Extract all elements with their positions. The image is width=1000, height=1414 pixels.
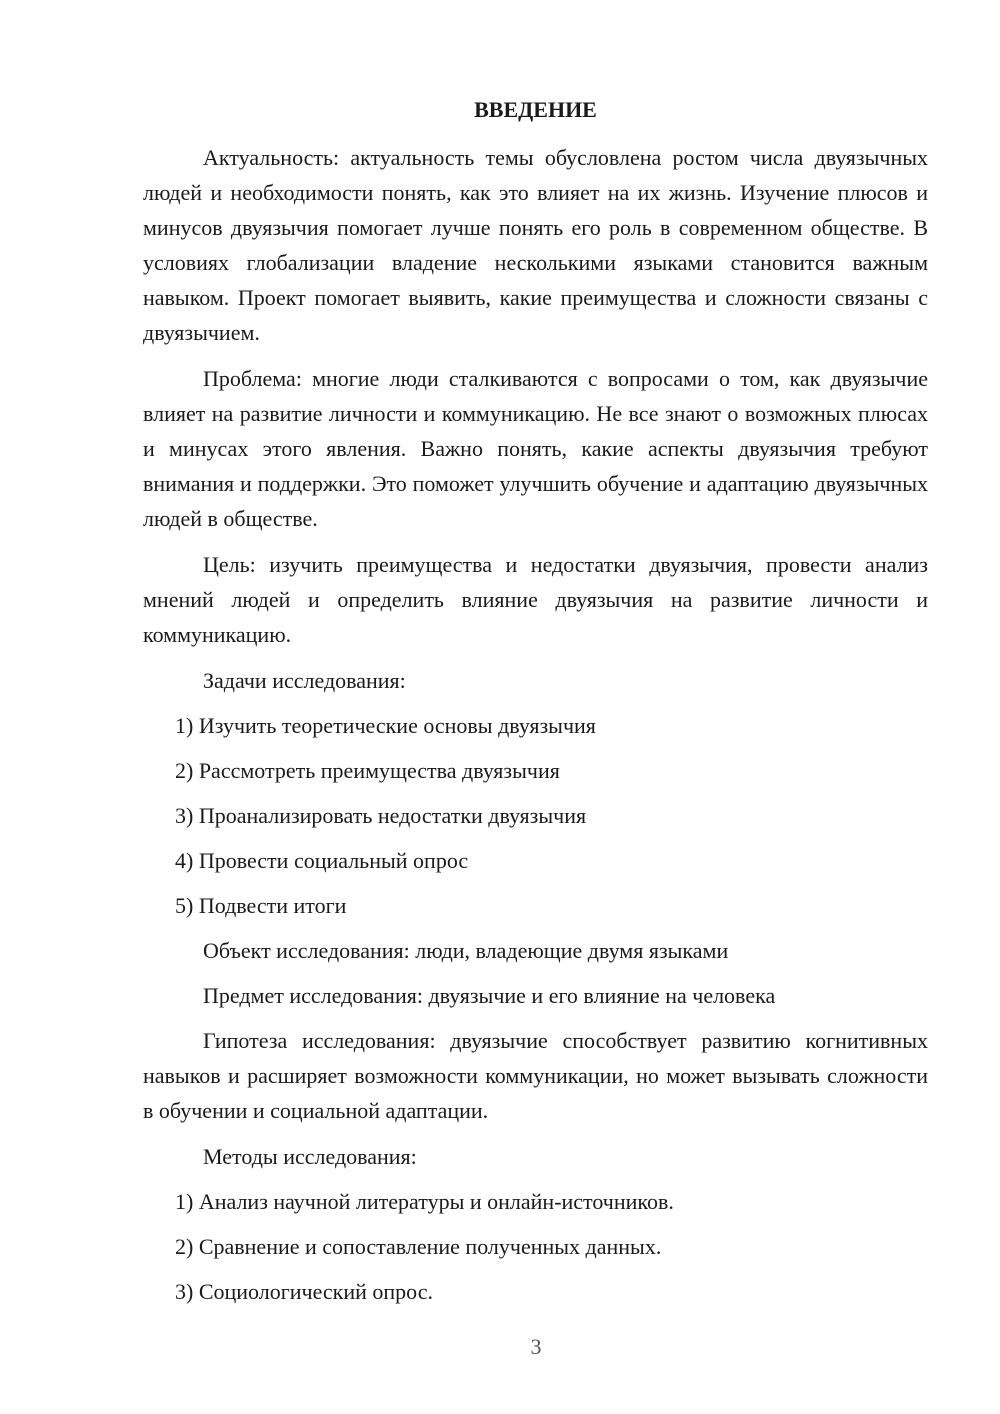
tasks-heading: Задачи исследования:	[203, 668, 406, 693]
list-item: 1) Анализ научной литературы и онлайн-источников.	[175, 1189, 674, 1214]
research-object: Объект исследования: люди, владеющие двумя языками	[203, 938, 729, 963]
problem-paragraph: Проблема: многие люди сталкиваются с вопросами о том, как двуязычие влияет на развитие личности и коммуникацию. Не все знают о возможных плюсах и минусах этого явления. Важно понять, какие аспекты двуязычия требуют внимания и поддержки. Это поможет улучшить обучение и адаптацию двуязычных людей в обществе.	[143, 366, 928, 531]
goal-paragraph: Цель: изучить преимущества и недостатки двуязычия, провести анализ мнений людей и определить влияние двуязычия на развитие личности и коммуникацию.	[143, 552, 928, 647]
page-number: 3	[530, 1334, 542, 1359]
research-subject: Предмет исследования: двуязычие и его влияние на человека	[203, 983, 776, 1008]
hypothesis-paragraph: Гипотеза исследования: двуязычие способствует развитию когнитивных навыков и расширяет возможности коммуникации, но может вызывать сложности в обучении и социальной адаптации.	[143, 1028, 928, 1123]
list-item: 4) Провести социальный опрос	[175, 848, 469, 873]
list-item: 5) Подвести итоги	[175, 893, 347, 918]
list-item: 3) Проанализировать недостатки двуязычия	[175, 803, 587, 828]
section-title: ВВЕДЕНИЕ	[474, 97, 597, 122]
relevance-paragraph: Актуальность: актуальность темы обусловлена ростом числа двуязычных людей и необходимости понять, как это влияет на их жизнь. Изучение плюсов и минусов двуязычия помогает лучше понять его роль в современном обществе. В условиях глобализации владение несколькими языками становится важным навыком. Проект помогает выявить, какие преимущества и сложности связаны с двуязычием.	[143, 145, 928, 345]
list-item: 2) Сравнение и сопоставление полученных данных.	[175, 1234, 662, 1259]
tasks-list	[143, 708, 928, 923]
list-item: 3) Социологический опрос.	[175, 1279, 433, 1304]
methods-list	[143, 1184, 928, 1309]
document-body	[143, 95, 928, 1319]
list-item: 1) Изучить теоретические основы двуязычия	[175, 713, 596, 738]
methods-heading: Методы исследования:	[203, 1144, 417, 1169]
list-item: 2) Рассмотреть преимущества двуязычия	[175, 758, 560, 783]
